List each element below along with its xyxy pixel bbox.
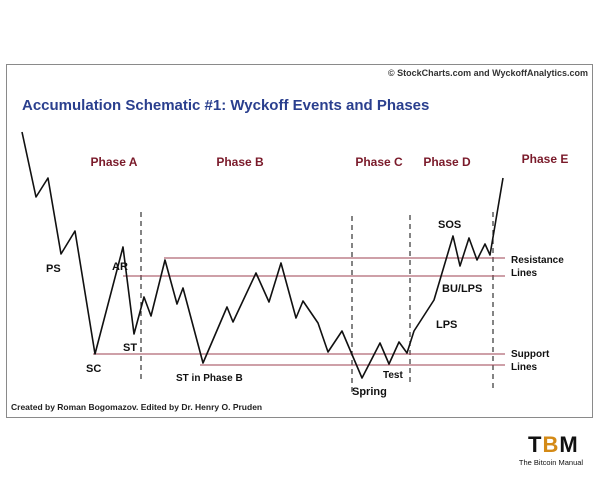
tbm-mark-m: M — [559, 432, 579, 457]
copyright-text: © StockCharts.com and WyckoffAnalytics.com — [387, 68, 588, 78]
tbm-tagline: The Bitcoin Manual — [518, 458, 584, 467]
event-ar: AR — [112, 261, 128, 273]
tbm-mark — [528, 432, 579, 458]
support-label: Support — [511, 349, 550, 360]
event-sos: SOS — [438, 219, 462, 231]
phase-c-label: Phase C — [355, 155, 403, 169]
event-spring: Spring — [352, 386, 387, 398]
phase-e-label: Phase E — [521, 152, 569, 166]
tbm-logo — [510, 432, 592, 472]
chart-title: Accumulation Schematic #1: Wyckoff Events and Phases — [22, 97, 430, 114]
event-ps: PS — [46, 263, 61, 275]
phase-d-label: Phase D — [423, 155, 471, 169]
tbm-mark-t: T — [528, 432, 543, 457]
phase-a-label: Phase A — [90, 155, 138, 169]
event-st-phase-b: ST in Phase B — [176, 373, 243, 384]
resistance-label: Resistance — [511, 255, 564, 266]
resistance-label-2: Lines — [511, 268, 538, 279]
phase-b-label: Phase B — [216, 155, 264, 169]
event-sc: SC — [86, 363, 102, 375]
event-st: ST — [123, 342, 138, 354]
credit-text: Created by Roman Bogomazov. Edited by Dr. Henry O. Pruden — [11, 402, 263, 412]
tbm-mark-b: B — [542, 432, 560, 457]
event-bu-lps: BU/LPS — [442, 283, 483, 295]
support-label-2: Lines — [511, 362, 538, 373]
event-test: Test — [383, 370, 403, 381]
event-lps: LPS — [436, 319, 458, 331]
